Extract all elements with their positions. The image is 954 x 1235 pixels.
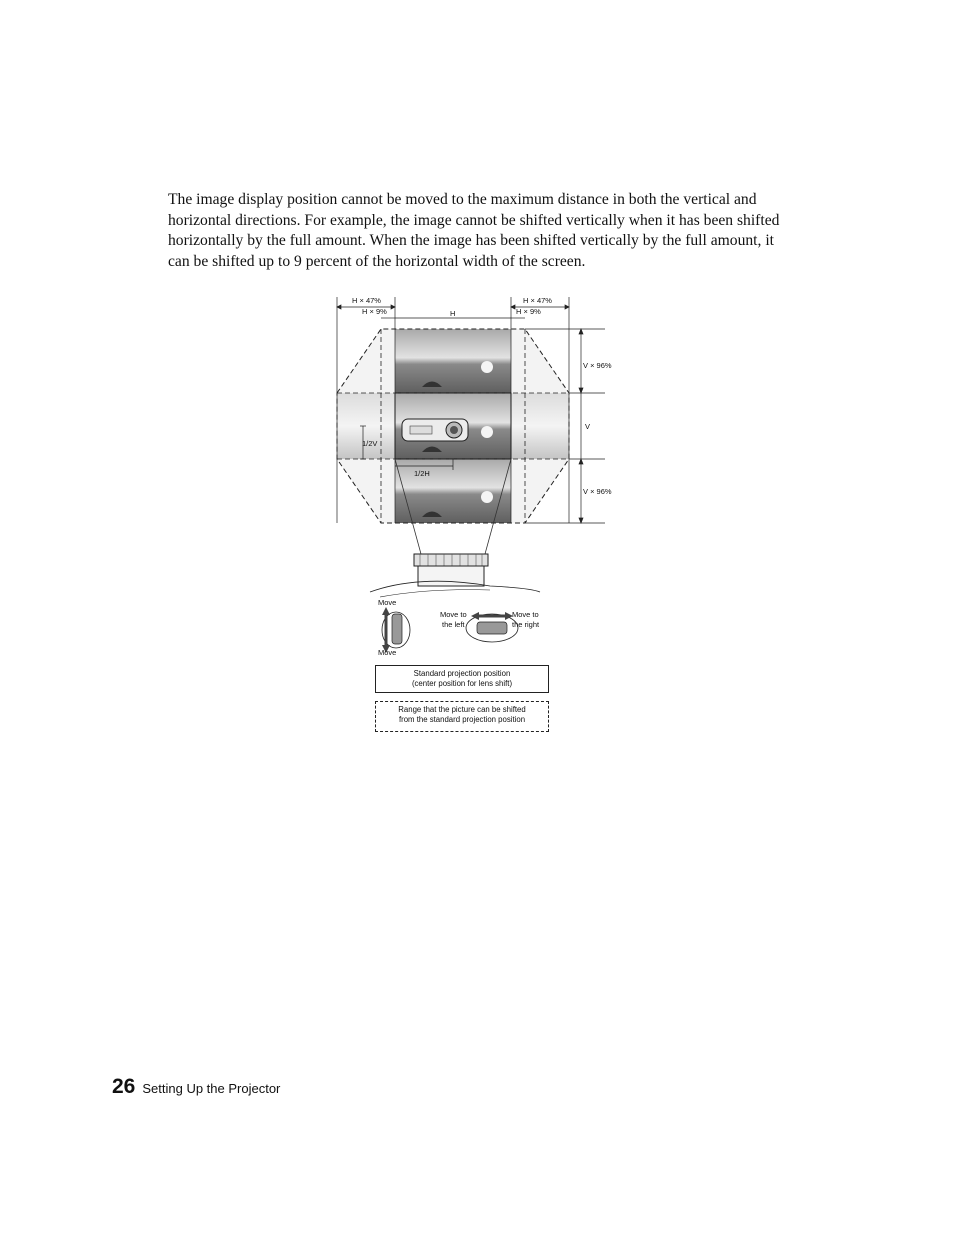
label-v: V <box>585 422 591 431</box>
label-v96-bottom: V × 96% <box>583 487 612 496</box>
center-sun <box>481 426 493 438</box>
legend-range-line2: from the standard projection position <box>398 715 526 724</box>
top-sun <box>481 361 493 373</box>
section-title: Setting Up the Projector <box>142 1081 281 1096</box>
legend-standard-line1: Standard projection position <box>413 669 511 678</box>
projector-icon <box>402 419 468 441</box>
label-h9-right: H × 9% <box>516 307 541 316</box>
right-shifted-image <box>511 393 569 459</box>
label-half-v: 1/2V <box>362 439 378 448</box>
vertical-shift-dial-icon <box>382 607 410 653</box>
legend-standard-line2: (center position for lens shift) <box>411 679 513 688</box>
horizontal-shift-dial-icon <box>466 612 518 642</box>
label-move-bottom: Move <box>378 648 397 657</box>
body-paragraph: The image display position cannot be moved to the maximum distance in both the vertical and horizontal directions. For example, the image cannot be shifted vertically when it has been shifted horizontally by the full amount. When the image has been shifted vertically by the full amount, it can be shifted up to 9 percent of the horizontal width of the screen. <box>168 191 780 270</box>
label-v96-top: V × 96% <box>583 361 612 370</box>
legend-range-line1: Range that the picture can be shifted <box>398 705 526 714</box>
label-half-h: 1/2H <box>414 469 430 478</box>
label-move-right-2: the right <box>512 620 540 629</box>
label-move-left-1: Move to <box>440 610 467 619</box>
label-h9-left: H × 9% <box>362 307 387 316</box>
label-move-right-1: Move to <box>512 610 539 619</box>
page-footer <box>112 1075 280 1099</box>
label-move-top: Move <box>378 598 397 607</box>
label-h47-right: H × 47% <box>523 296 552 305</box>
page-number: 26 <box>112 1075 136 1098</box>
lens-icon <box>370 554 540 597</box>
bottom-sun <box>481 491 493 503</box>
top-shifted-image <box>395 329 511 393</box>
legend-standard-position <box>375 665 549 693</box>
legend-shift-range <box>375 701 549 732</box>
label-h47-left: H × 47% <box>352 296 381 305</box>
label-move-left-2: the left <box>442 620 465 629</box>
label-h: H <box>450 309 456 318</box>
